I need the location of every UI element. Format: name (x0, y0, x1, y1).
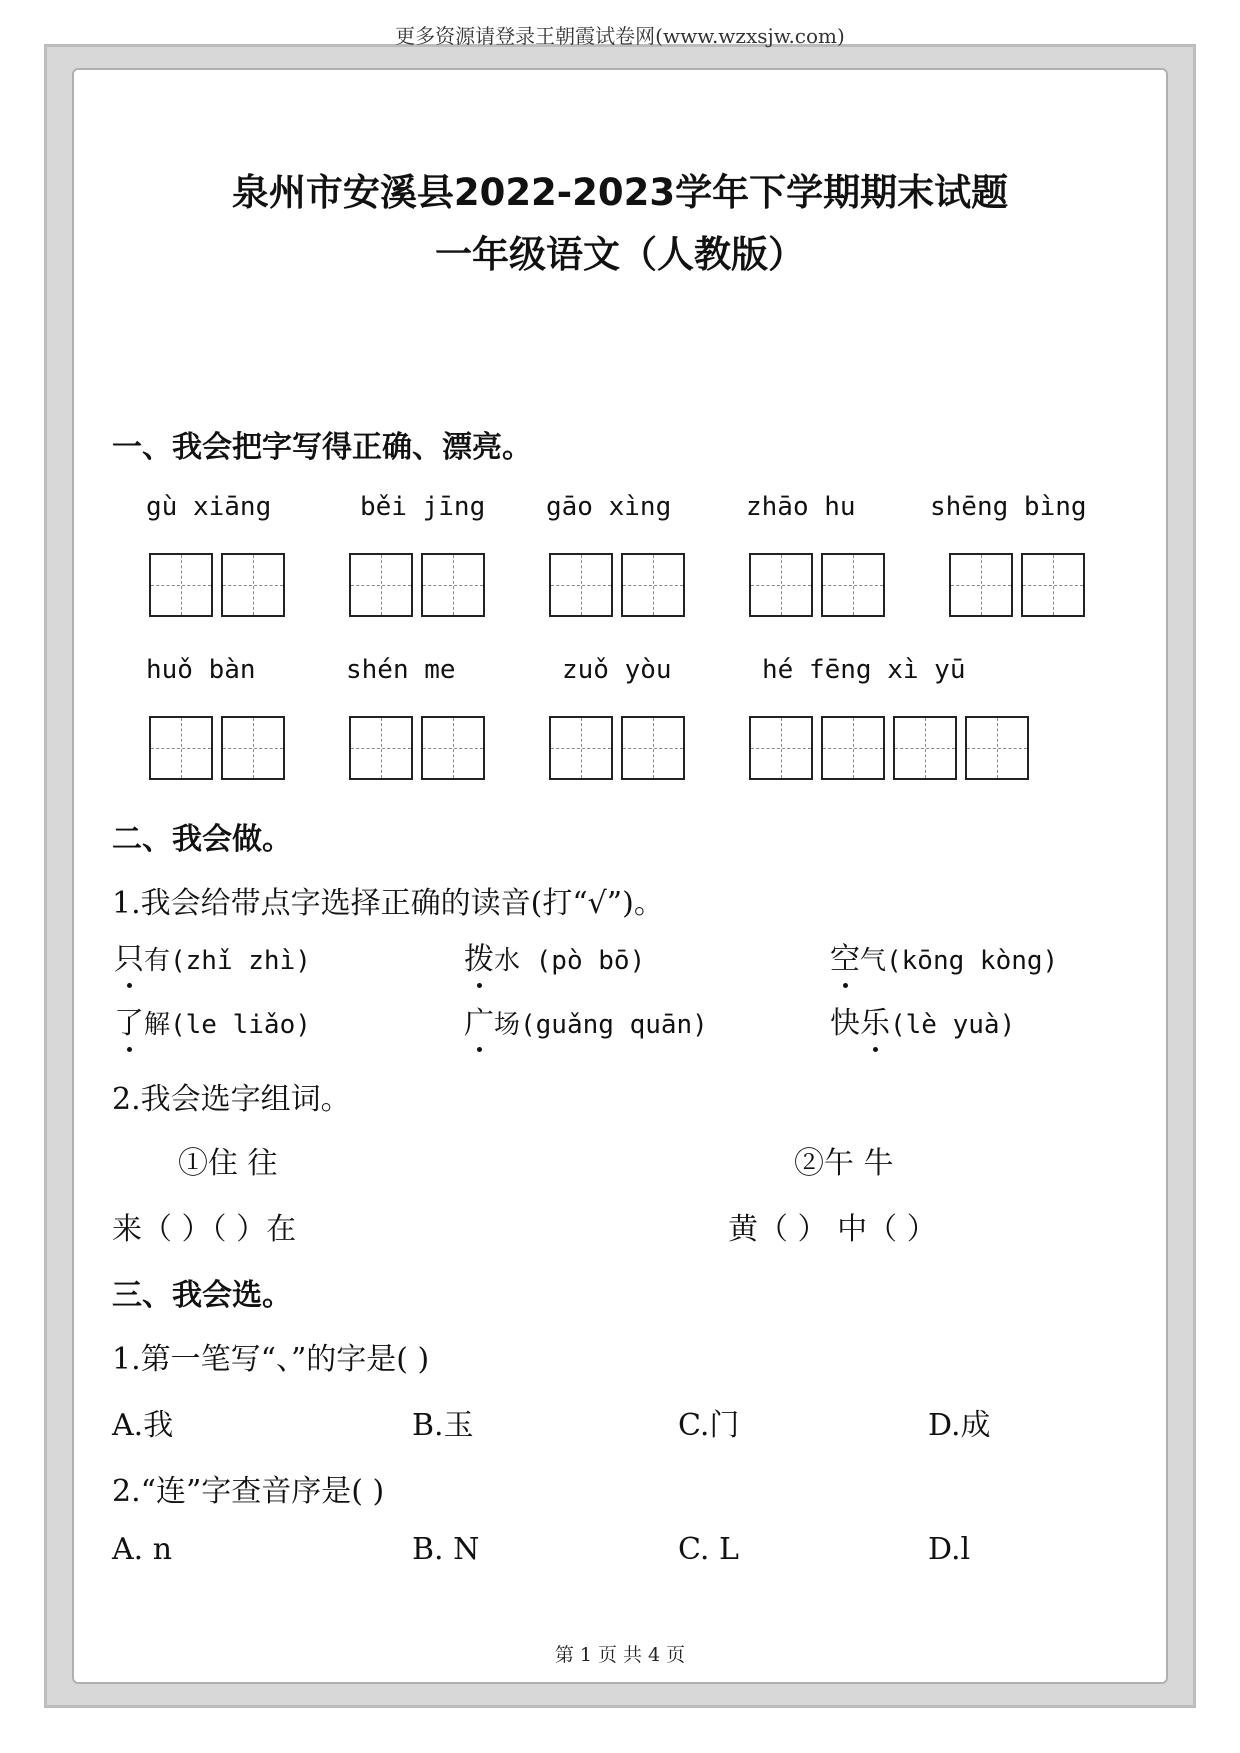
section3-heading: 三、我会选。 (112, 1278, 292, 1313)
grid-cell[interactable] (549, 553, 613, 617)
writing-grid[interactable] (149, 553, 285, 617)
answer-option[interactable]: A.我 (112, 1408, 174, 1443)
grid-cell[interactable] (621, 553, 685, 617)
question-text: 2.“连”字查音序是( ) (112, 1474, 385, 1509)
grid-cell[interactable] (349, 553, 413, 617)
pronunciation-rest[interactable]: 气(kōng kòng) (860, 946, 1059, 976)
answer-option[interactable]: D.成 (928, 1408, 991, 1443)
pinyin-label: zuǒ yòu (562, 655, 672, 685)
grid-cell[interactable] (221, 553, 285, 617)
dotted-char: 乐 (860, 998, 890, 1042)
grid-cell[interactable] (821, 716, 885, 780)
writing-grid[interactable] (549, 553, 685, 617)
header-note: 更多资源请登录王朝霞试卷网(www.wzxsjw.com) (395, 24, 845, 48)
writing-grid[interactable] (749, 553, 885, 617)
grid-cell[interactable] (149, 716, 213, 780)
writing-grid[interactable] (749, 716, 1029, 780)
grid-cell[interactable] (549, 716, 613, 780)
answer-option[interactable]: B.玉 (412, 1408, 474, 1443)
answer-option[interactable]: B. N (412, 1532, 480, 1567)
writing-grid[interactable] (349, 716, 485, 780)
pinyin-label: gù xiāng (146, 492, 272, 522)
char-options: ②午 牛 (794, 1146, 894, 1181)
pronunciation-item (830, 934, 1058, 978)
writing-grid[interactable] (149, 716, 285, 780)
grid-cell[interactable] (749, 716, 813, 780)
pinyin-label: huǒ bàn (146, 655, 256, 685)
pronunciation-item (464, 998, 708, 1042)
grid-cell[interactable] (621, 716, 685, 780)
dotted-char: 只 (114, 934, 144, 978)
section1-heading: 一、我会把字写得正确、漂亮。 (112, 430, 532, 465)
fill-blank[interactable]: 黄（ ） 中（ ） (728, 1212, 937, 1247)
pinyin-label: gāo xìng (546, 492, 672, 522)
grid-cell[interactable] (349, 716, 413, 780)
dotted-char: 广 (464, 998, 494, 1042)
pinyin-label: shén me (346, 655, 456, 685)
page-title: 泉州市安溪县2022-2023学年下学期期末试题 (231, 171, 1009, 214)
grid-cell[interactable] (421, 553, 485, 617)
pronunciation-item (464, 934, 645, 978)
pronunciation-rest[interactable]: 有(zhǐ zhì) (144, 946, 311, 976)
page-content-area (72, 68, 1168, 1684)
pronunciation-rest[interactable]: 场(guǎng quān) (494, 1010, 708, 1040)
dotted-char: 了 (114, 998, 144, 1042)
answer-option[interactable]: A. n (112, 1532, 173, 1567)
writing-grid[interactable] (349, 553, 485, 617)
pronunciation-item (114, 934, 311, 978)
pronunciation-item (114, 998, 311, 1042)
grid-cell[interactable] (149, 553, 213, 617)
writing-grid[interactable] (949, 553, 1085, 617)
char-options: ①住 往 (178, 1146, 278, 1181)
pronunciation-rest[interactable]: 水 (pò bō) (494, 946, 646, 976)
grid-cell[interactable] (949, 553, 1013, 617)
answer-option[interactable]: C.门 (678, 1408, 740, 1443)
grid-cell[interactable] (893, 716, 957, 780)
fill-blank[interactable]: 来（ ）（ ）在 (112, 1212, 297, 1247)
pronunciation-item (830, 998, 1015, 1042)
pinyin-label: běi jīng (360, 492, 486, 522)
page-number: 第 1 页 共 4 页 (554, 1644, 686, 1666)
dotted-char: 拨 (464, 934, 494, 978)
pinyin-label: hé fēng xì yū (762, 655, 966, 685)
question-text: 1.我会给带点字选择正确的读音(打“√”)。 (112, 886, 664, 921)
pronunciation-rest[interactable]: (lè yuà) (890, 1010, 1016, 1040)
grid-cell[interactable] (221, 716, 285, 780)
pinyin-label: shēng bìng (930, 492, 1087, 522)
grid-cell[interactable] (421, 716, 485, 780)
question-text: 2.我会选字组词。 (112, 1082, 351, 1117)
question-text: 1.第一笔写“、”的字是( ) (112, 1342, 430, 1377)
answer-option[interactable]: C. L (678, 1532, 739, 1567)
grid-cell[interactable] (965, 716, 1029, 780)
pinyin-label: zhāo hu (746, 492, 856, 522)
pronunciation-rest[interactable]: 解(le liǎo) (144, 1010, 311, 1040)
dotted-char: 空 (830, 934, 860, 978)
grid-cell[interactable] (821, 553, 885, 617)
page-subtitle: 一年级语文（人教版） (435, 233, 805, 276)
grid-cell[interactable] (1021, 553, 1085, 617)
section2-heading: 二、我会做。 (112, 822, 292, 857)
writing-grid[interactable] (549, 716, 685, 780)
answer-option[interactable]: D.l (928, 1532, 971, 1567)
grid-cell[interactable] (749, 553, 813, 617)
plain-char: 快 (830, 1006, 860, 1041)
